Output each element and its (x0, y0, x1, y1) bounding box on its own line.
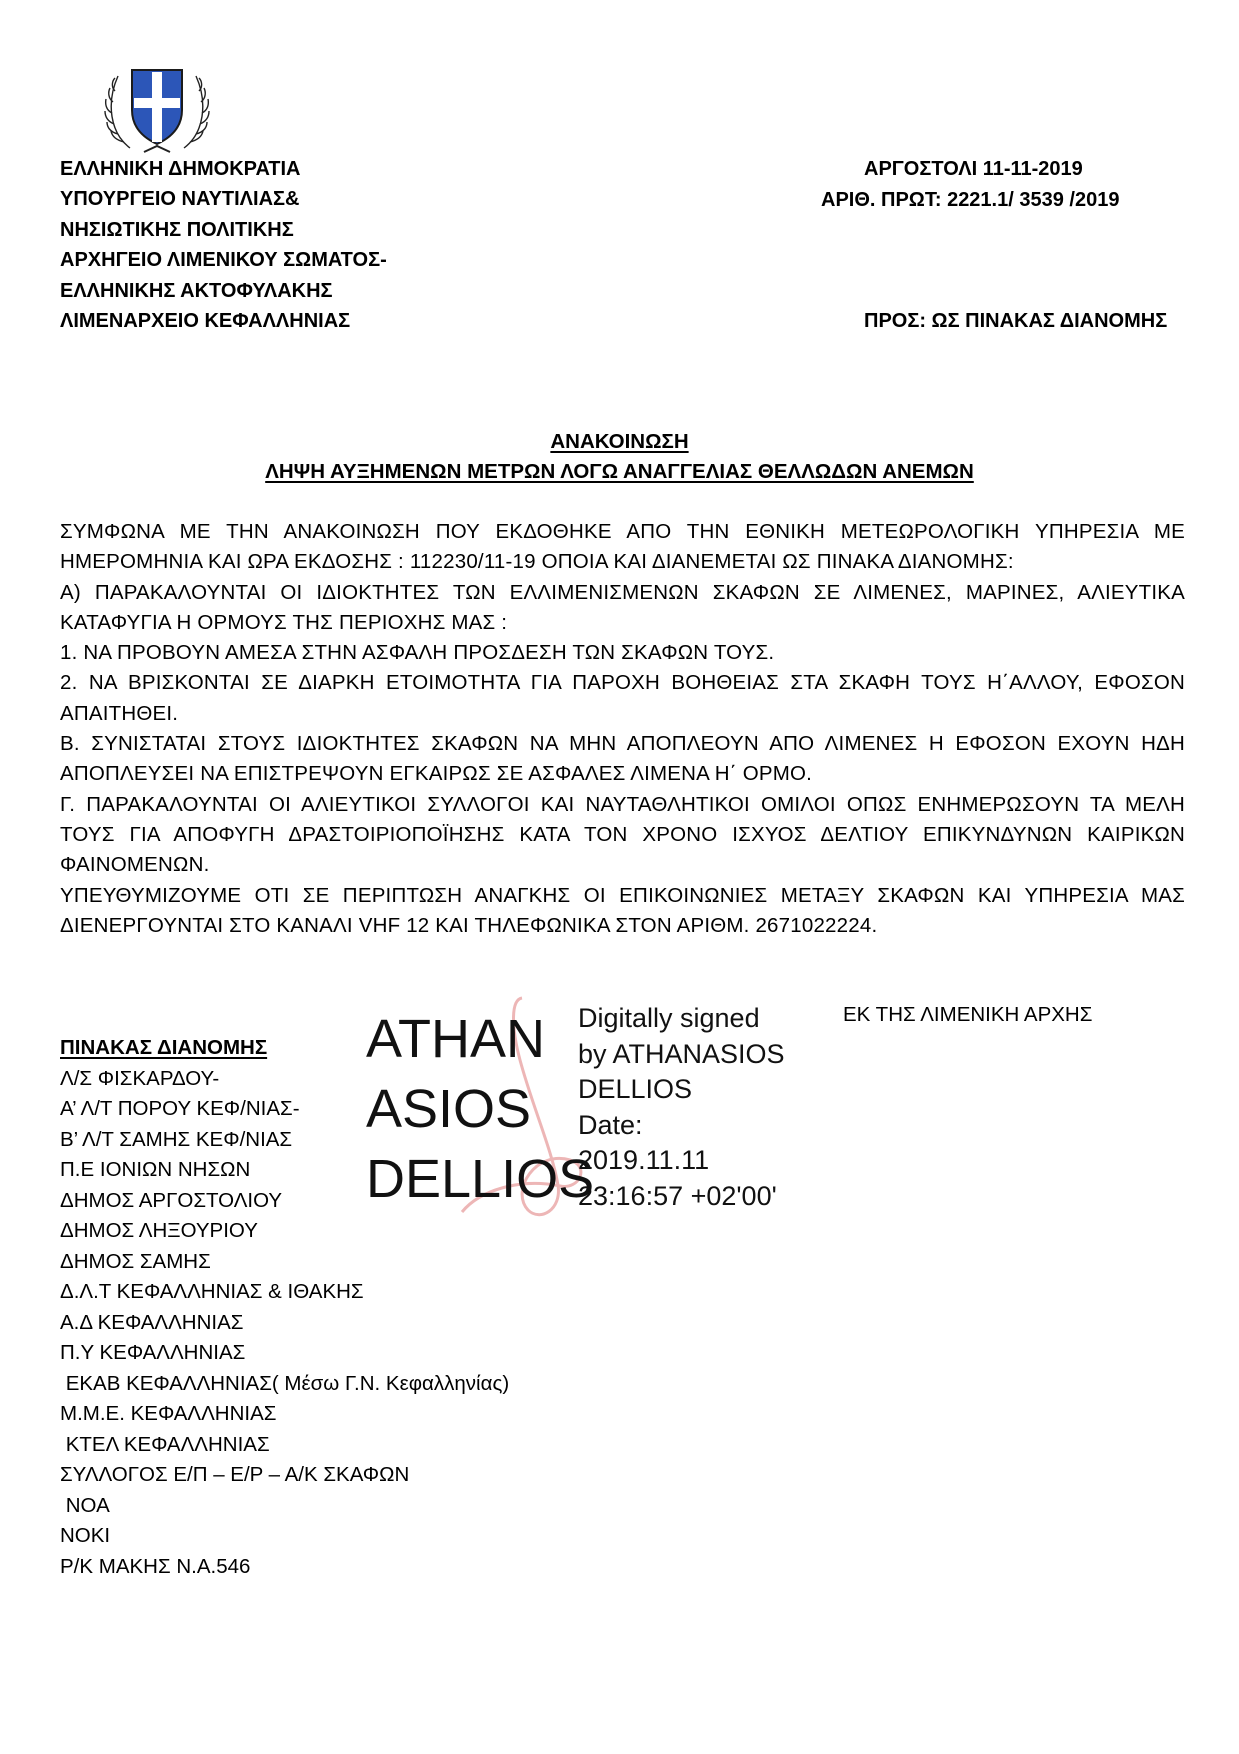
issuer-line: ΥΠΟΥΡΓΕΙΟ ΝΑΥΤΙΛΙΑΣ& (60, 188, 300, 211)
body-paragraph: 1. ΝΑ ΠΡΟΒΟΥΝ ΑΜΕΣΑ ΣΤΗΝ ΑΣΦΑΛΗ ΠΡΟΣΔΕΣΗ ΤΩΝ ΣΚΑΦΩΝ ΤΟΥΣ. (60, 641, 775, 665)
body-paragraph: 2. ΝΑ ΒΡΙΣΚΟΝΤΑΙ ΣΕ ΔΙΑΡΚΗ ΕΤΟΙΜΟΤΗΤΑ ΓΙΑ ΠΑΡΟΧΗ ΒΟΗΘΕΙΑΣ ΣΤΑ ΣΚΑΦΗ ΤΟΥΣ Η΄ΑΛΛΟΥ, ΕΦΟΣΟΝ ΑΠΑΙΤΗΘΕΙ. (60, 671, 1185, 725)
announcement-body (60, 517, 1185, 941)
signature-detail-line: Digitally signed (578, 1003, 760, 1033)
document-title (0, 430, 1239, 454)
signature-detail-line: by ATHANASIOS (578, 1038, 785, 1069)
signature-detail-line: 2019.11.11 (578, 1145, 710, 1175)
signature-name-line: ASIOS (366, 1079, 532, 1139)
distribution-item: Β’ Λ/Τ ΣΑΜΗΣ ΚΕΦ/ΝΙΑΣ (60, 1127, 293, 1151)
distribution-item: ΕΚΑΒ ΚΕΦΑΛΛΗΝΙΑΣ( Μέσω Γ.Ν. Κεφαλληνίας) (60, 1371, 510, 1395)
distribution-item: Μ.Μ.Ε. ΚΕΦΑΛΛΗΝΙΑΣ (60, 1402, 277, 1425)
distribution-item: Α.Δ ΚΕΦΑΛΛΗΝΙΑΣ (60, 1310, 244, 1334)
signature-detail-line: 23:16:57 +02'00' (578, 1180, 777, 1211)
document-subtitle (0, 460, 1239, 484)
document-title-text: ΑΝΑΚΟΙΝΩΣΗ (550, 430, 689, 453)
distribution-item: ΚΤΕΛ ΚΕΦΑΛΛΗΝΙΑΣ (60, 1432, 270, 1456)
distribution-item: Λ/Σ ΦΙΣΚΑΡΔΟΥ- (60, 1066, 220, 1090)
distribution-item: ΔΗΜΟΣ ΛΗΞΟΥΡΙΟΥ (60, 1219, 258, 1242)
signature-details (578, 1001, 785, 1214)
distribution-item: ΔΗΜΟΣ ΣΑΜΗΣ (60, 1249, 211, 1273)
body-paragraph: Γ. ΠΑΡΑΚΑΛΟΥΝΤΑΙ ΟΙ ΑΛΙΕΥΤΙΚΟΙ ΣΥΛΛΟΓΟΙ ΚΑΙ ΝΑΥΤΑΘΛΗΤΙΚΟΙ ΟΜΙΛΟΙ ΟΠΩΣ ΕΝΗΜΕΡΩΣΟΥΝ ΤΑ ΜΕΛΗ ΤΟΥΣ ΓΙΑ ΑΠΟΦΥΓΗ ΔΡΑΣΤΟΙΡΙΟΠΟΪΗΣΗΣ ΚΑΤΑ ΤΟΝ ΧΡΟΝΟ ΙΣΧΥΟΣ ΔΕΛΤΙΟΥ ΕΠΙΚΥΝΔΥΝΩΝ ΚΑΙΡΙΚΩΝ ΦΑΙΝΟΜΕΝΩΝ. (60, 792, 1185, 877)
distribution-item: Π.Ε ΙΟΝΙΩΝ ΝΗΣΩΝ (60, 1158, 251, 1181)
greek-coat-of-arms-icon (100, 58, 214, 158)
issuer-line: ΕΛΛΗΝΙΚΗΣ ΑΚΤΟΦΥΛΑΚΗΣ (60, 279, 333, 302)
distribution-item: ΝΟΚΙ (60, 1524, 111, 1547)
signature-name-line: ATHAN (366, 1009, 546, 1069)
distribution-title: ΠΙΝΑΚΑΣ ΔΙΑΝΟΜΗΣ (60, 1036, 268, 1059)
signature-detail-line: Date: (578, 1109, 643, 1140)
issuer-line: ΕΛΛΗΝΙΚΗ ΔΗΜΟΚΡΑΤΙΑ (60, 158, 301, 180)
document-subtitle-text: ΛΗΨΗ ΑΥΞΗΜΕΝΩΝ ΜΕΤΡΩΝ ΛΟΓΩ ΑΝΑΓΓΕΛΙΑΣ ΘΕΛΛΩΔΩΝ ΑΝΕΜΩΝ (265, 460, 974, 483)
distribution-item: ΔΗΜΟΣ ΑΡΓΟΣΤΟΛΙΟΥ (60, 1188, 283, 1212)
distribution-item: Π.Υ ΚΕΦΑΛΛΗΝΙΑΣ (60, 1341, 246, 1364)
distribution-item: ΣΥΛΛΟΓΟΣ Ε/Π – Ε/Ρ – Α/Κ ΣΚΑΦΩΝ (60, 1463, 410, 1486)
protocol-number: ΑΡΙΘ. ΠΡΩΤ: 2221.1/ 3539 /2019 (821, 189, 1120, 211)
distribution-item: Ρ/Κ ΜΑΚΗΣ Ν.Α.546 (60, 1554, 251, 1578)
recipient: ΠΡΟΣ: ΩΣ ΠΙΝΑΚΑΣ ΔΙΑΝΟΜΗΣ (864, 310, 1168, 332)
place-date: ΑΡΓΟΣΤΟΛΙ 11-11-2019 (864, 158, 1083, 180)
body-paragraph: ΥΠΕΥΘΥΜΙΖΟΥΜΕ ΟΤΙ ΣΕ ΠΕΡΙΠΤΩΣΗ ΑΝΑΓΚΗΣ ΟΙ ΕΠΙΚΟΙΝΩΝΙΕΣ ΜΕΤΑΞΥ ΣΚΑΦΩΝ ΚΑΙ ΥΠΗΡΕΣΙΑ ΜΑΣ ΔΙΕΝΕΡΓΟΥΝΤΑΙ ΣΤΟ ΚΑΝΑΛΙ VHF 12 ΚΑΙ ΤΗΛΕΦΩΝΙΚΑ ΣΤΟΝ ΑΡΙΘΜ. 2671022224. (60, 883, 1185, 937)
distribution-item: Α’ Λ/Τ ΠΟΡΟΥ ΚΕΦ/ΝΙΑΣ- (60, 1097, 300, 1120)
signature-name-line: DELLIOS (366, 1149, 595, 1209)
distribution-item: Δ.Λ.Τ ΚΕΦΑΛΛΗΝΙΑΣ & ΙΘΑΚΗΣ (60, 1280, 364, 1303)
signature-name (366, 1004, 594, 1214)
issuer-line: ΑΡΧΗΓΕΙΟ ΛΙΜΕΝΙΚΟΥ ΣΩΜΑΤΟΣ- (60, 249, 387, 272)
signature-detail-line: DELLIOS (578, 1074, 693, 1104)
issuer-line: ΝΗΣΙΩΤΙΚΗΣ ΠΟΛΙΤΙΚΗΣ (60, 218, 294, 241)
body-paragraph: ΣΥΜΦΩΝΑ ΜΕ ΤΗΝ ΑΝΑΚΟΙΝΩΣΗ ΠΟΥ ΕΚΔΟΘΗΚΕ ΑΠΟ ΤΗΝ ΕΘΝΙΚΗ ΜΕΤΕΩΡΟΛΟΓΙΚΗ ΥΠΗΡΕΣΙΑ ΜΕ ΗΜΕΡΟΜΗΝΙΑ ΚΑΙ ΩΡΑ ΕΚΔΟΣΗΣ : 112230/11-19 ΟΠΟΙΑ ΚΑΙ ΔΙΑΝΕΜΕΤΑΙ ΩΣ ΠΙΝΑΚΑ ΔΙΑΝΟΜΗΣ: (60, 520, 1185, 574)
issuer-block (60, 154, 387, 336)
body-paragraph: Α) ΠΑΡΑΚΑΛΟΥΝΤΑΙ ΟΙ ΙΔΙΟΚΤΗΤΕΣ ΤΩΝ ΕΛΛΙΜΕΝΙΣΜΕΝΩΝ ΣΚΑΦΩΝ ΣΕ ΛΙΜΕΝΕΣ, ΜΑΡΙΝΕΣ, ΑΛΙΕΥΤΙΚΑ ΚΑΤΑΦΥΓΙΑ Η ΟΡΜΟΥΣ ΤΗΣ ΠΕΡΙΟΧΗΣ ΜΑΣ : (60, 580, 1185, 634)
distribution-item: ΝΟΑ (60, 1493, 110, 1517)
body-paragraph: Β. ΣΥΝΙΣΤΑΤΑΙ ΣΤΟΥΣ ΙΔΙΟΚΤΗΤΕΣ ΣΚΑΦΩΝ ΝΑ ΜΗΝ ΑΠΟΠΛΕΟΥΝ ΑΠΟ ΛΙΜΕΝΕΣ Η ΕΦΟΣΟΝ ΕΧΟΥΝ ΗΔΗ ΑΠΟΠΛΕΥΣΕΙ ΝΑ ΕΠΙΣΤΡΕΨΟΥΝ ΕΓΚΑΙΡΩΣ ΣΕ ΑΣΦΑΛΕΣ ΛΙΜΕΝΑ Η΄ ΟΡΜΟ. (60, 732, 1185, 786)
authority-label: ΕΚ ΤΗΣ ΛΙΜΕΝΙΚΗ ΑΡΧΗΣ (843, 1003, 1093, 1026)
issuer-line: ΛΙΜΕΝΑΡΧΕΙΟ ΚΕΦΑΛΛΗΝΙΑΣ (60, 310, 351, 333)
